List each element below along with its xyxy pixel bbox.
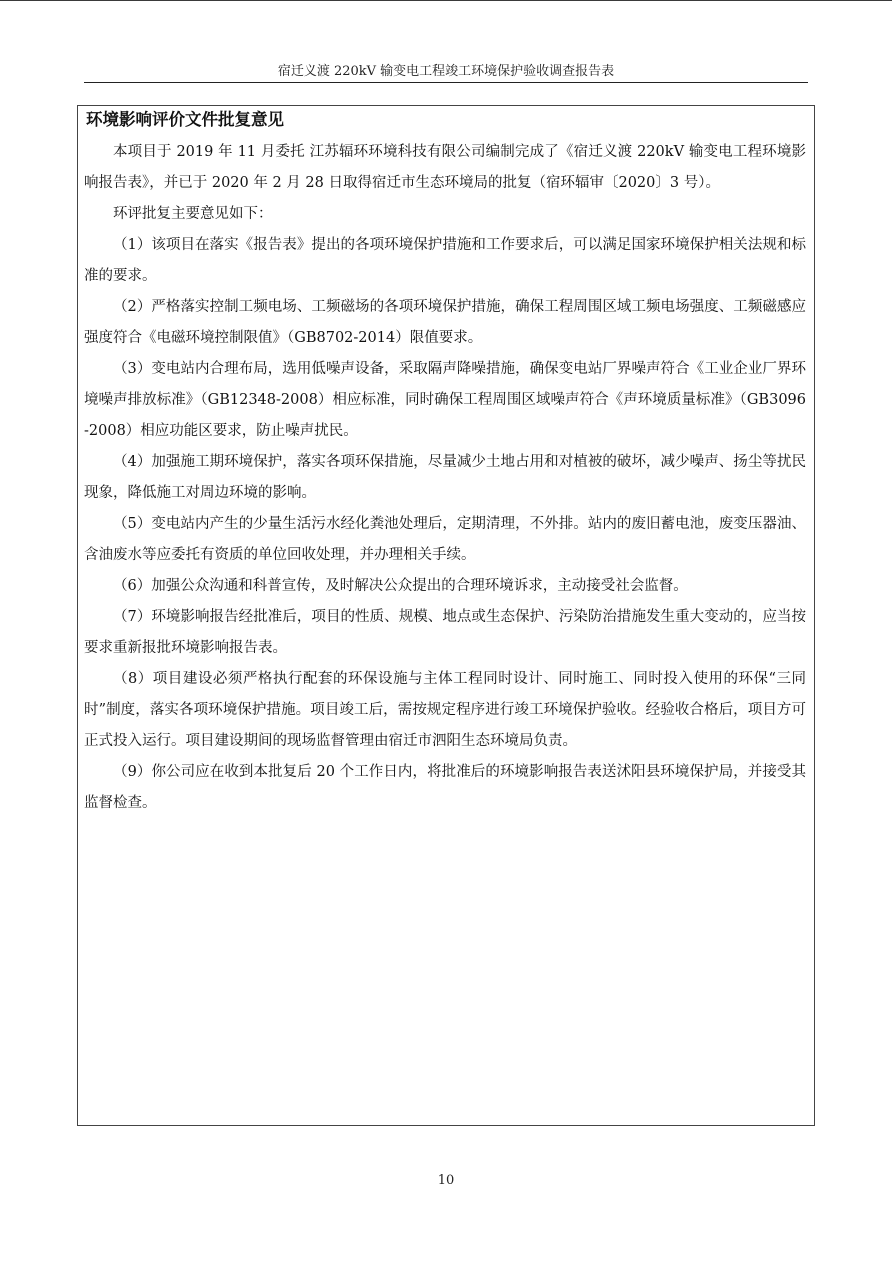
section-title: 环境影响评价文件批复意见 xyxy=(86,110,284,129)
page-number: 10 xyxy=(437,1173,455,1188)
paragraph-item-7: （7）环境影响报告经批准后，项目的性质、规模、地点或生态保护、污染防治措施发生重大变动的，应当按要求重新报批环境影响报告表。 xyxy=(84,609,806,656)
running-header: 宿迁义渡 220kV 输变电工程竣工环境保护验收调查报告表 xyxy=(277,64,615,79)
paragraph-item-1: （1）该项目在落实《报告表》提出的各项环境保护措施和工作要求后，可以满足国家环境保护相关法规和标准的要求。 xyxy=(84,237,806,284)
paragraph-item-5: （5）变电站内产生的少量生活污水经化粪池处理后，定期清理，不外排。站内的废旧蓄电池，废变压器油、含油废水等应委托有资质的单位回收处理，并办理相关手续。 xyxy=(84,516,806,563)
paragraph-item-4: （4）加强施工期环境保护，落实各项环保措施，尽量减少土地占用和对植被的破坏，减少噪声、扬尘等扰民现象，降低施工对周边环境的影响。 xyxy=(84,454,806,501)
paragraph-item-8: （8）项目建设必须严格执行配套的环保设施与主体工程同时设计、同时施工、同时投入使用的环保“三同时”制度，落实各项环境保护措施。项目竣工后，需按规定程序进行竣工环境保护验收。经验收合格后，项目方可正式投入运行。项目建设期间的现场监督管理由宿迁市泗阳生态环境局负责。 xyxy=(84,671,806,749)
header-rule xyxy=(84,82,808,83)
paragraph-item-2: （2）严格落实控制工频电场、工频磁场的各项环境保护措施，确保工程周围区域工频电场强度、工频磁感应强度符合《电磁环境控制限值》（GB8702-2014）限值要求。 xyxy=(84,299,806,346)
paragraph-item-6: （6）加强公众沟通和科普宣传，及时解决公众提出的合理环境诉求，主动接受社会监督。 xyxy=(113,578,688,594)
page-top-edge xyxy=(0,0,892,1)
paragraph-item-9: （9）你公司应在收到本批复后 20 个工作日内，将批准后的环境影响报告表送沭阳县环境保护局，并接受其监督检查。 xyxy=(84,764,806,811)
approval-opinions-body xyxy=(84,137,806,819)
paragraph-summary-lead: 环评批复主要意见如下： xyxy=(113,206,273,222)
paragraph-intro: 本项目于 2019 年 11 月委托 江苏辐环环境科技有限公司编制完成了《宿迁义渡 220kV 输变电工程环境影响报告表》，并已于 2020 年 2 月 28 日取得宿迁市生态环境局的批复（宿环辐审〔2020〕3 号）。 xyxy=(84,144,806,191)
paragraph-item-3: （3）变电站内合理布局，选用低噪声设备，采取隔声降噪措施，确保变电站厂界噪声符合《工业企业厂界环境噪声排放标准》（GB12348-2008）相应标准，同时确保工程周围区域噪声符合《声环境质量标准》（GB3096-2008）相应功能区要求，防止噪声扰民。 xyxy=(84,361,806,439)
